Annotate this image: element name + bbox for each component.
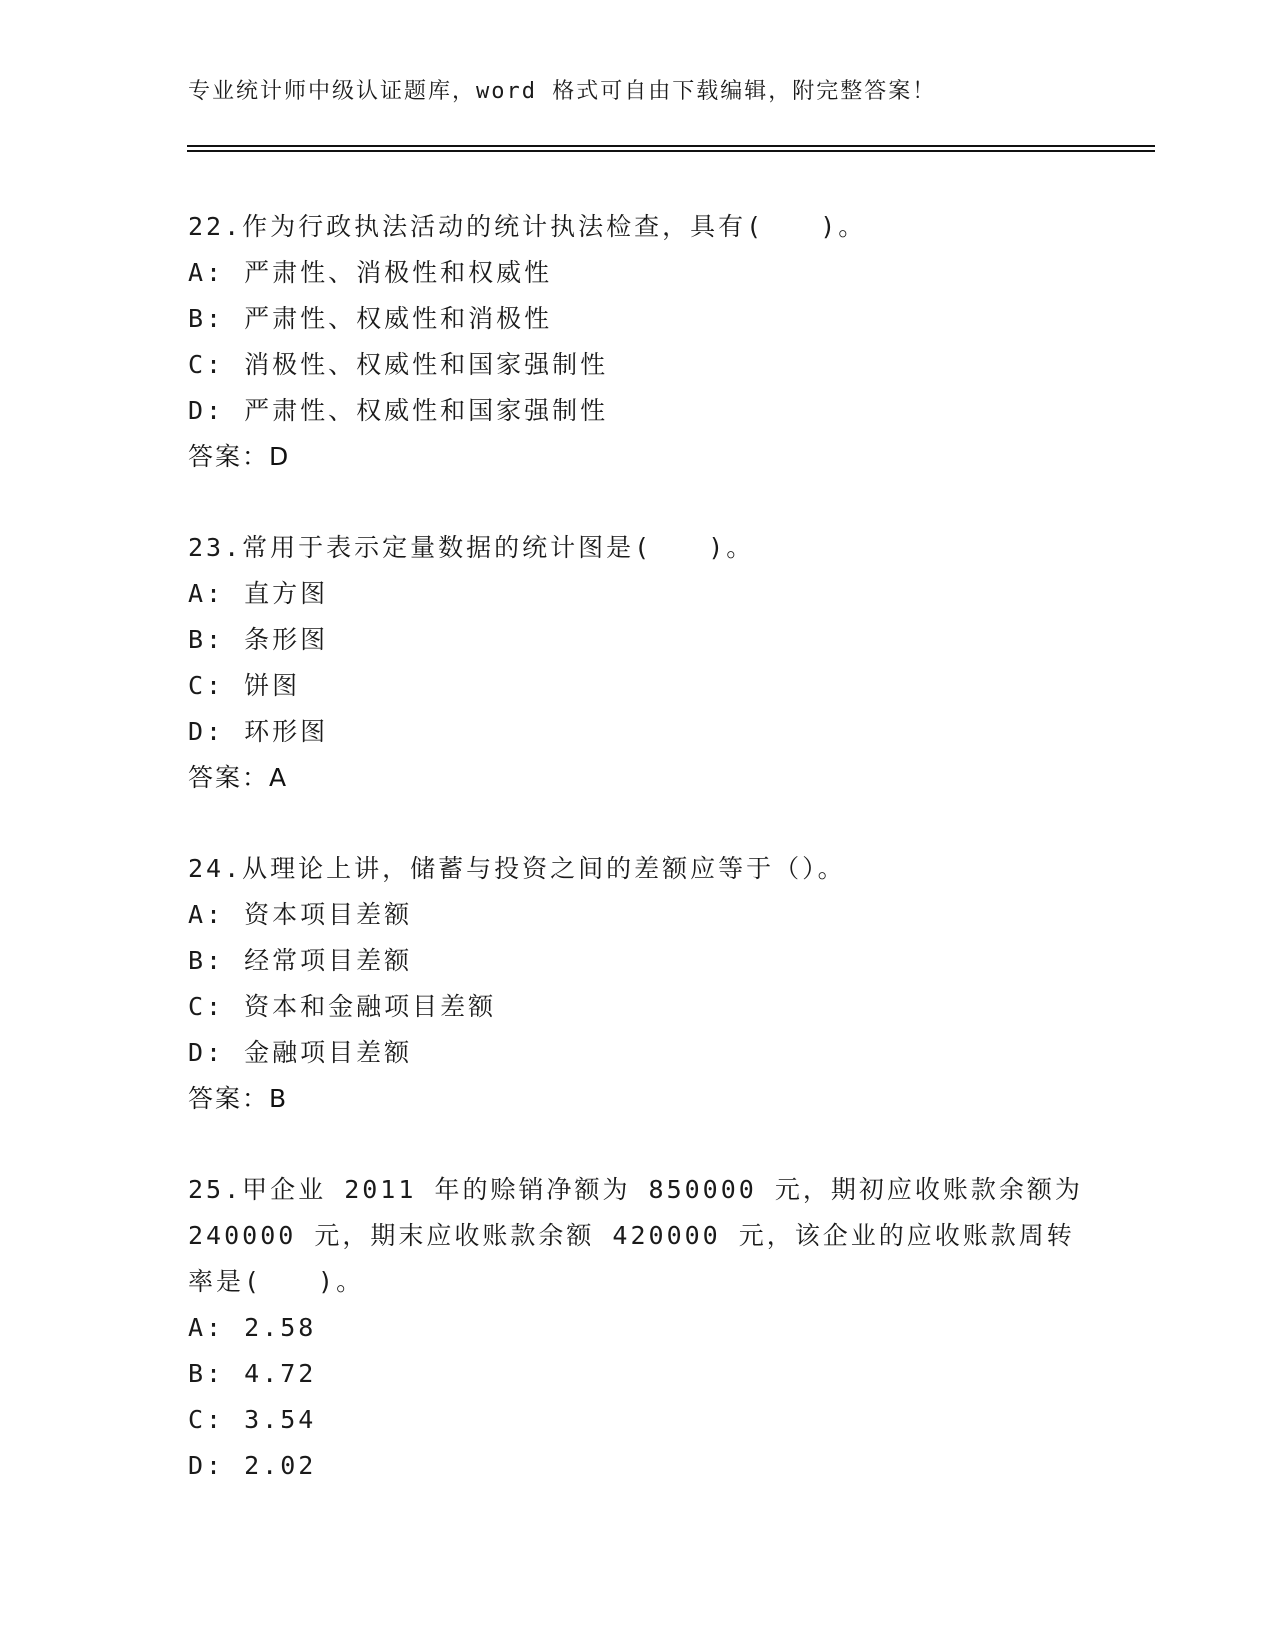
option-a — [188, 892, 1088, 938]
option-d — [188, 388, 1088, 434]
question-25 — [188, 1167, 1088, 1489]
question-22 — [188, 204, 1088, 480]
option-d — [188, 1030, 1088, 1076]
option-text: 严肃性、权威性和消极性 — [244, 304, 553, 333]
option-key: D: — [188, 1038, 225, 1067]
option-text: 严肃性、消极性和权威性 — [244, 258, 553, 287]
option-key: A: — [188, 900, 225, 929]
option-d — [188, 1443, 1088, 1489]
option-key: A: — [188, 579, 225, 608]
header-divider-bottom — [187, 150, 1155, 152]
option-a — [188, 250, 1088, 296]
question-24 — [188, 846, 1088, 1122]
option-text: 金融项目差额 — [244, 1038, 413, 1067]
question-stem: 24.从理论上讲，储蓄与投资之间的差额应等于（）。 — [188, 854, 846, 883]
option-a — [188, 1305, 1088, 1351]
option-key: D: — [188, 396, 225, 425]
option-c — [188, 984, 1088, 1030]
option-b — [188, 617, 1088, 663]
page-header: 专业统计师中级认证题库，word 格式可自由下载编辑，附完整答案！ — [188, 79, 937, 104]
option-key: C: — [188, 992, 225, 1021]
answer-label: 答案：D — [188, 442, 291, 471]
option-key: A: — [188, 258, 225, 287]
question-stem: 25.甲企业 2011 年的赊销净额为 850000 元，期初应收账款余额为 240000 元，期末应收账款余额 420000 元，该企业的应收账款周转率是( )。 — [188, 1175, 1083, 1296]
question-stem: 23.常用于表示定量数据的统计图是( )。 — [188, 533, 755, 562]
answer-label: 答案：A — [188, 763, 289, 792]
option-text: 严肃性、权威性和国家强制性 — [244, 396, 609, 425]
option-b — [188, 1351, 1088, 1397]
option-key: B: — [188, 304, 225, 333]
option-text: 饼图 — [244, 671, 301, 700]
option-b — [188, 938, 1088, 984]
option-b — [188, 296, 1088, 342]
header-divider-top — [187, 145, 1155, 147]
option-key: D: — [188, 1451, 225, 1480]
option-key: B: — [188, 1359, 225, 1388]
option-text: 经常项目差额 — [244, 946, 413, 975]
question-list — [188, 204, 1088, 1534]
option-text: 资本和金融项目差额 — [244, 992, 497, 1021]
option-text: 环形图 — [244, 717, 329, 746]
option-key: B: — [188, 946, 225, 975]
option-d — [188, 709, 1088, 755]
option-key: C: — [188, 1405, 225, 1434]
option-text: 2.58 — [244, 1313, 317, 1342]
option-text: 条形图 — [244, 625, 329, 654]
option-text: 2.02 — [244, 1451, 317, 1480]
option-text: 直方图 — [244, 579, 329, 608]
option-key: B: — [188, 625, 225, 654]
option-text: 消极性、权威性和国家强制性 — [244, 350, 609, 379]
option-text: 3.54 — [244, 1405, 317, 1434]
question-23 — [188, 525, 1088, 801]
question-stem: 22.作为行政执法活动的统计执法检查，具有( )。 — [188, 212, 867, 241]
option-text: 资本项目差额 — [244, 900, 413, 929]
option-key: A: — [188, 1313, 225, 1342]
option-a — [188, 571, 1088, 617]
option-key: C: — [188, 671, 225, 700]
option-c — [188, 663, 1088, 709]
option-c — [188, 342, 1088, 388]
option-text: 4.72 — [244, 1359, 317, 1388]
option-c — [188, 1397, 1088, 1443]
option-key: D: — [188, 717, 225, 746]
option-key: C: — [188, 350, 225, 379]
answer-label: 答案：B — [188, 1084, 289, 1113]
